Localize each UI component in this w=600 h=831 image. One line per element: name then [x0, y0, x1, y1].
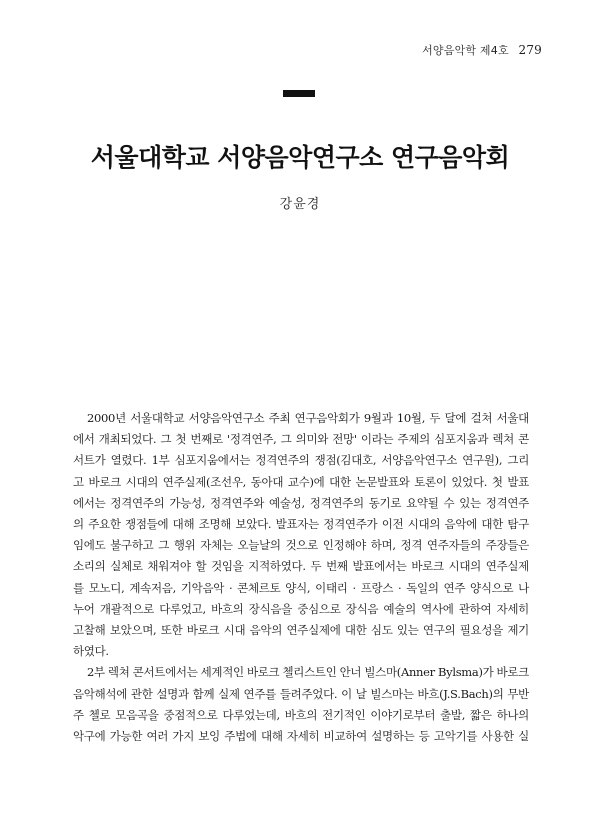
body-line: 임에도 불구하고 그 행위 자체는 오늘날의 것으로 인정해야 하며, 정격 연주자들의 주장들은: [73, 538, 529, 553]
article-body: [73, 408, 529, 747]
article-title: 서울대학교 서양음악연구소 연구음악회: [90, 143, 510, 172]
body-line: 악구에 가능한 여러 가지 보잉 주법에 대해 자세히 비교하여 설명하는 등 고악기를 사용한 실: [73, 729, 529, 744]
body-line: 에서 개최되었다. 그 첫 번째로 '정격연주, 그 의미와 전망' 이라는 주제의 심포지움과 렉쳐 콘: [73, 432, 529, 447]
section-dash: [283, 90, 315, 97]
page-number: 279: [518, 43, 542, 57]
body-line: 주 첼로 모음곡을 중점적으로 다루었는데, 바흐의 전기적인 이야기로부터 출발, 짧은 하나의: [73, 707, 529, 722]
body-line: 2부 렉쳐 콘서트에서는 세계적인 바로크 첼리스트인 안너 빌스마(Anner Bylsma)가 바로크: [87, 665, 529, 680]
body-line: 고 바로크 시대의 연주실제(조선우, 동아대 교수)에 대한 논문발표와 토론이 있었다. 첫 발표: [73, 474, 529, 489]
body-line: 음악해석에 관한 설명과 함께 실제 연주를 들려주었다. 이 날 빌스마는 바흐(J.S.Bach)의 무반: [73, 686, 529, 701]
article-author: 강윤경: [279, 197, 321, 212]
body-line: 를 모노디, 계속저음, 기악음악 · 콘체르토 양식, 이태리 · 프랑스 · 독일의 연주 양식으로 나: [73, 580, 529, 595]
body-line: 소리의 실체로 채워져야 할 것임을 지적하였다. 두 번째 발표에서는 바로크 시대의 연주실제: [73, 559, 529, 574]
body-line: 고찰해 보았으며, 또한 바로크 시대 음악의 연주실제에 대한 심도 있는 연구의 필요성을 제기: [73, 623, 529, 638]
journal-name: 서양음악학 제4호: [422, 44, 509, 57]
body-line: 에서는 정격연주의 가능성, 정격연주와 예술성, 정격연주의 동기로 요약될 수 있는 정격연주: [73, 495, 529, 510]
body-line: 하였다.: [73, 644, 109, 659]
body-line: 의 주요한 쟁점들에 대해 조명해 보았다. 발표자는 정격연주가 이전 시대의 음악에 대한 탐구: [73, 517, 529, 532]
body-line: 누어 개괄적으로 다루었고, 바흐의 장식음을 중심으로 장식음 예술의 역사에 관하여 자세히: [73, 601, 529, 616]
body-line: 서트가 열렸다. 1부 심포지움에서는 정격연주의 쟁점(김대호, 서양음악연구소 연구원), 그리: [73, 453, 529, 468]
body-line: 2000년 서울대학교 서양음악연구소 주최 연구음악회가 9월과 10월, 두 달에 걸쳐 서울대: [87, 411, 529, 425]
running-header: [422, 42, 542, 58]
